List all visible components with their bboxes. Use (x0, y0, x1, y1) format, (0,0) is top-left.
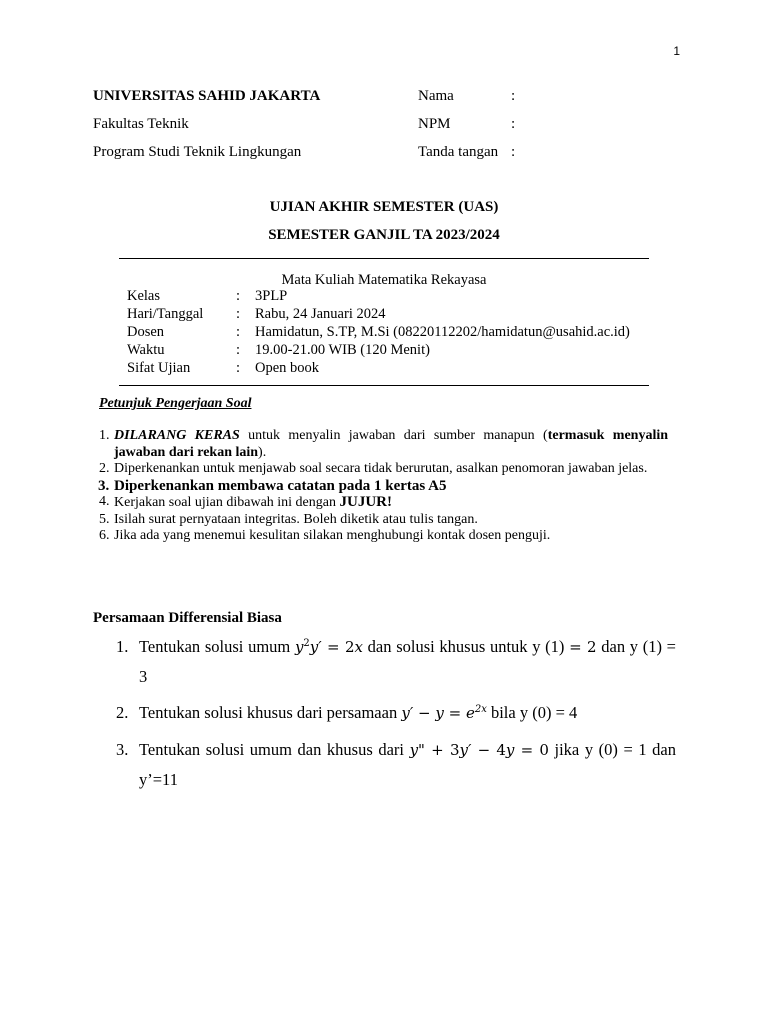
signature-label: Tanda tangan (418, 144, 499, 160)
question-number: 3. (116, 740, 129, 759)
instructions-list (93, 428, 668, 545)
divider-bottom (119, 385, 649, 386)
instruction-number: 5. (99, 511, 110, 527)
info-colon: : (236, 288, 241, 304)
npm-label: NPM (418, 116, 451, 132)
question-text: dan y (1) = 3 (139, 637, 676, 686)
instruction-text: Kerjakan soal ujian dibawah ini dengan (114, 495, 340, 510)
instruction-item (93, 528, 668, 545)
signature-colon: : (511, 144, 516, 160)
question-text: jika y (0) = 1 dan y’=11 (139, 740, 676, 789)
info-label: Kelas (127, 288, 161, 304)
course-title: Mata Kuliah Matematika Rekayasa (281, 272, 487, 288)
instruction-item (93, 461, 668, 478)
instruction-number: 2. (99, 461, 110, 476)
instruction-number: 1. (99, 428, 110, 443)
program-name: Program Studi Teknik Lingkungan (93, 144, 302, 160)
info-label: Dosen (127, 324, 165, 340)
question-text: bila y (0) = 4 (486, 703, 578, 722)
instruction-text: Isilah surat pernyataan integritas. Boleh diketik atau tulis tangan. (114, 511, 478, 527)
info-label: Hari/Tanggal (127, 306, 204, 322)
question-gap (93, 691, 676, 698)
instruction-item (93, 512, 668, 529)
npm-colon: : (511, 116, 516, 132)
info-label: Waktu (127, 342, 165, 358)
exam-title: UJIAN AKHIR SEMESTER (UAS) (269, 199, 499, 215)
faculty-name: Fakultas Teknik (93, 116, 189, 132)
page-number: 1 (673, 44, 680, 58)
equation: $y^2y' = 2x$ (294, 638, 363, 656)
divider-top (119, 258, 649, 259)
name-label: Nama (418, 88, 454, 104)
question-number: 1. (116, 637, 129, 656)
info-colon: : (236, 324, 241, 340)
equation: y" + 3y′ − 4y = 0 (409, 741, 549, 759)
instructions-title: Petunjuk Pengerjaan Soal (99, 396, 252, 411)
info-value: Rabu, 24 Januari 2024 (255, 306, 386, 322)
instruction-text: untuk menyalin jawaban dari sumber manapun ( (239, 428, 548, 443)
question-text: dan solusi khusus untuk y (1) (362, 637, 570, 656)
question-item (93, 735, 676, 794)
question-list (93, 632, 676, 794)
question-text: Tentukan solusi umum (139, 637, 295, 656)
instruction-text: Diperkenankan untuk menjawab soal secara tidak berurutan, asalkan penomoran jawaban jelas. (114, 461, 648, 476)
instruction-number: 4. (99, 494, 110, 509)
instruction-bold: termasuk menyalin jawaban dari rekan lain (114, 428, 669, 460)
info-value: Hamidatun, S.TP, M.Si (08220112202/hamidatun@usahid.ac.id) (255, 324, 630, 340)
info-value: Open book (255, 360, 320, 376)
name-colon: : (511, 88, 516, 104)
instruction-item (93, 494, 668, 512)
info-colon: : (236, 360, 241, 376)
instruction-item (93, 428, 668, 461)
instruction-end: ). (258, 444, 267, 460)
instruction-number: 3. (98, 477, 110, 494)
info-value: 19.00-21.00 WIB (120 Menit) (255, 342, 430, 358)
instruction-text: Jika ada yang menemui kesulitan silakan menghubungi kontak dosen penguji. (114, 528, 551, 543)
question-item (93, 632, 676, 691)
instruction-emphasis: DILARANG KERAS (114, 428, 240, 443)
exam-semester: SEMESTER GANJIL TA 2023/2024 (268, 227, 500, 243)
info-colon: : (236, 306, 241, 322)
question-item (93, 698, 676, 728)
equation: $y' - y = e^{2x}$ (401, 704, 487, 722)
instruction-text: Diperkenankan membawa catatan pada 1 kertas A5 (114, 477, 447, 494)
university-name: UNIVERSITAS SAHID JAKARTA (93, 88, 321, 104)
instruction-item (93, 478, 668, 495)
info-value: 3PLP (255, 288, 288, 304)
question-text: Tentukan solusi umum dan khusus dari (139, 740, 410, 759)
section-title: Persamaan Differensial Biasa (93, 610, 282, 626)
question-gap (93, 728, 676, 735)
info-colon: : (236, 342, 241, 358)
question-number: 2. (116, 703, 129, 722)
info-label: Sifat Ujian (127, 360, 191, 376)
instruction-number: 6. (99, 528, 110, 543)
instruction-bold: JUJUR! (339, 494, 392, 510)
question-text: Tentukan solusi khusus dari persamaan (139, 703, 402, 722)
equation: = 2 (569, 638, 597, 656)
